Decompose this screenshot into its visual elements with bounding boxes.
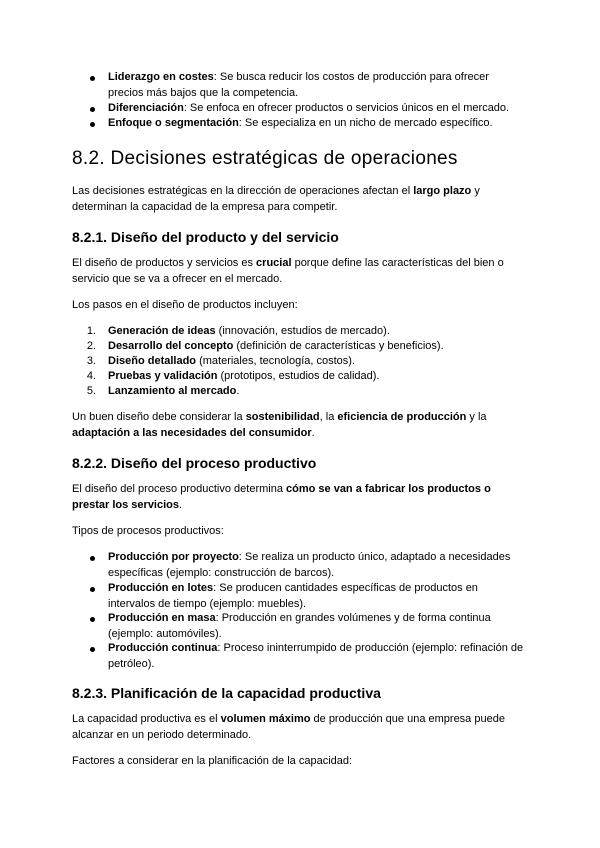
paragraph: Un buen diseño debe considerar la sostenibilidad, la eficiencia de producción y la (72, 411, 487, 423)
list-item: Enfoque o segmentación: Se especializa en un nicho de mercado específico. (108, 117, 493, 129)
bullet-icon (90, 587, 95, 592)
paragraph-line: determinan la capacidad de la empresa para competir. (72, 201, 338, 213)
list-item: Producción en lotes: Se producen cantidades específicas de productos en (108, 582, 478, 594)
list-item: Producción en masa: Producción en grandes volúmenes y de forma continua (108, 612, 491, 624)
subsection-heading: 8.2.1. Diseño del producto y del servicio (72, 229, 339, 245)
list-item: Generación de ideas (innovación, estudios de mercado). (108, 325, 390, 337)
list-item: Lanzamiento al mercado. (108, 385, 240, 397)
paragraph: La capacidad productiva es el volumen máximo de producción que una empresa puede (72, 713, 505, 725)
subsection-heading: 8.2.3. Planificación de la capacidad productiva (72, 685, 381, 701)
list-item: Producción por proyecto: Se realiza un producto único, adaptado a necesidades (108, 551, 511, 563)
bullet-icon (90, 76, 95, 81)
list-number: 5. (86, 385, 96, 397)
list-number: 4. (86, 370, 96, 382)
list-item: Pruebas y validación (prototipos, estudios de calidad). (108, 370, 380, 382)
paragraph-line: alcanzar en un periodo determinado. (72, 729, 252, 741)
list-item: Diseño detallado (materiales, tecnología, costos). (108, 355, 355, 367)
paragraph-line: servicio que se va a ofrecer en el mercado. (72, 273, 283, 285)
bullet-icon (90, 617, 95, 622)
list-item: Desarrollo del concepto (definición de características y beneficios). (108, 340, 444, 352)
list-item-continuation: precios más bajos que la competencia. (108, 87, 299, 99)
bullet-icon (90, 107, 95, 112)
list-item: Liderazgo en costes: Se busca reducir los costos de producción para ofrecer (108, 71, 489, 83)
bullet-icon (90, 647, 95, 652)
list-item-continuation: intervalos de tiempo (ejemplo: muebles). (108, 598, 307, 610)
bullet-icon (90, 122, 95, 127)
paragraph-line: adaptación a las necesidades del consumidor. (72, 427, 315, 439)
list-number: 2. (86, 340, 96, 352)
list-item: Producción continua: Proceso ininterrumpido de producción (ejemplo: refinación de (108, 642, 524, 654)
section-heading: 8.2. Decisiones estratégicas de operaciones (72, 148, 458, 169)
list-item-continuation: (ejemplo: automóviles). (108, 628, 222, 640)
list-item: Diferenciación: Se enfoca en ofrecer productos o servicios únicos en el mercado. (108, 102, 510, 114)
list-number: 3. (86, 355, 96, 367)
paragraph: El diseño del proceso productivo determina cómo se van a fabricar los productos o (72, 483, 491, 495)
list-item-continuation: específicas (ejemplo: construcción de barcos). (108, 567, 335, 579)
paragraph: Los pasos en el diseño de productos incluyen: (72, 299, 298, 311)
paragraph-line: prestar los servicios. (72, 499, 183, 511)
subsection-heading: 8.2.2. Diseño del proceso productivo (72, 455, 317, 471)
bullet-icon (90, 556, 95, 561)
paragraph: Tipos de procesos productivos: (72, 525, 224, 537)
paragraph: El diseño de productos y servicios es crucial porque define las características del bien o (72, 257, 504, 269)
paragraph: Factores a considerar en la planificación de la capacidad: (72, 755, 353, 767)
paragraph: Las decisiones estratégicas en la dirección de operaciones afectan el largo plazo y (72, 185, 480, 197)
list-item-continuation: petróleo). (108, 658, 155, 670)
list-number: 1. (86, 325, 96, 337)
